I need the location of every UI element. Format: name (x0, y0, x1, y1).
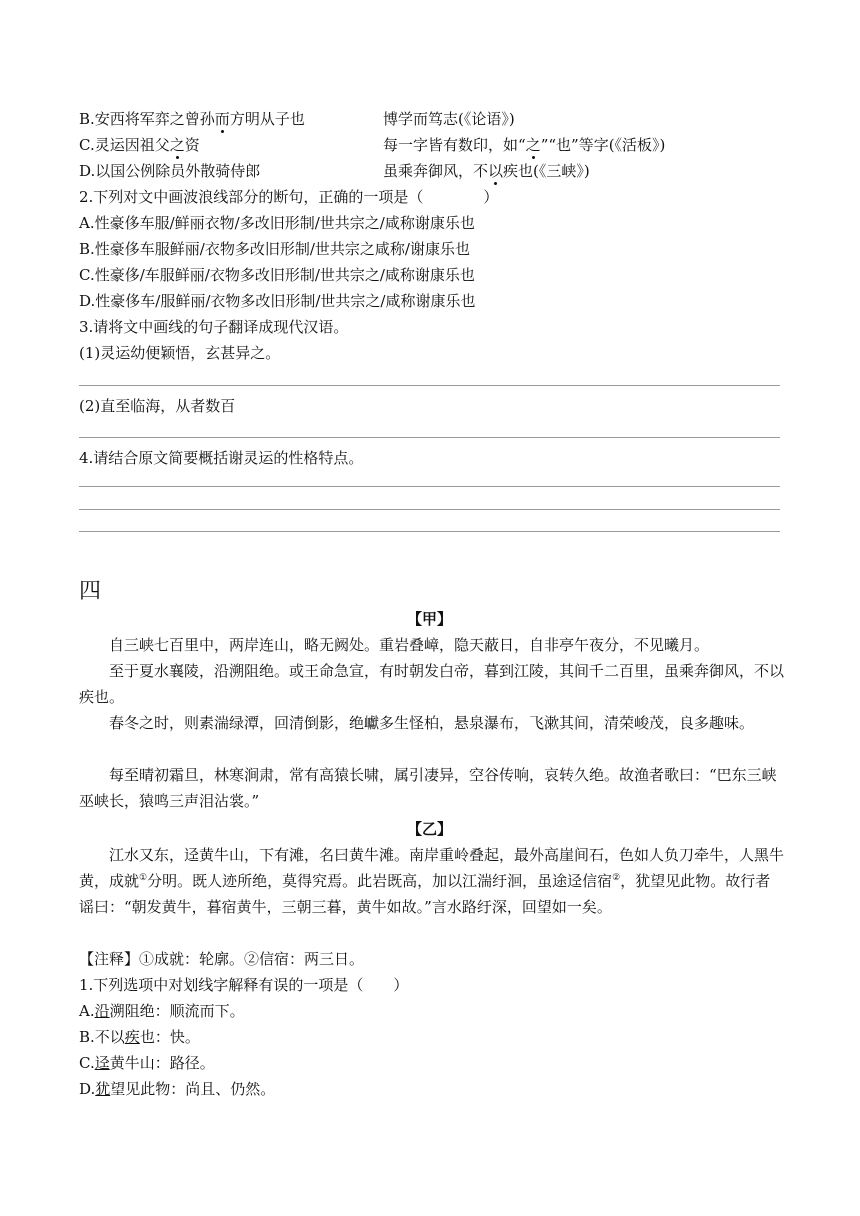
answer-line (79, 531, 780, 532)
q2-option-d: D.性豪侈车/服鲜丽/衣物多改旧形制/世共宗之/咸称谢康乐也 (79, 292, 476, 310)
q4-stem: 4.请结合原文简要概括谢灵运的性格特点。 (79, 449, 364, 467)
passage-yi-text: 江水又东，迳黄牛山，下有滩，名曰黄牛滩。南岸重岭叠起，最外高崖间石，色如人负刀牵牛，人黑牛黄，成就①分明。既人迹所绝，莫得究焉。此岩既高，加以江湍纡洄，虽途迳信宿②，犹望见此物。故行者谣曰：“朝发黄牛，暮宿黄牛，三朝三暮，黄牛如故。”言水路纡深，回望如一矣。 (79, 846, 785, 916)
s4-q1-stem: 1.下列选项中对划线字解释有误的一项是（ ） (79, 976, 409, 994)
answer-line (79, 437, 780, 438)
s4-q1-option-c: C.迳黄牛山：路径。 (79, 1054, 215, 1072)
passage-jia-para-2: 至于夏水襄陵，沿溯阻绝。或王命急宣，有时朝发白帝，暮到江陵，其间千二百里，虽乘奔御风，不以疾也。 (79, 662, 785, 706)
q3-stem: 3.请将文中画线的句子翻译成现代汉语。 (79, 318, 349, 336)
passage-yi-title: 【乙】 (406, 820, 452, 838)
q1-option-c-left: C.灵运因祖父之资 (79, 136, 200, 154)
answer-line (79, 385, 780, 386)
q2-option-c: C.性豪侈/车服鲜丽/衣物多改旧形制/世共宗之/咸称谢康乐也 (79, 266, 475, 284)
answer-line (79, 486, 780, 487)
s4-q1-option-a: A.沿溯阻绝：顺流而下。 (79, 1002, 245, 1020)
q2-option-a: A.性豪侈车服/鲜丽衣物/多改旧形制/世共宗之/咸称谢康乐也 (79, 214, 475, 232)
q1-option-b-left: B.安西将军弈之曾孙而方明从子也 (79, 110, 305, 128)
q3-sentence-2: (2)直至临海，从者数百 (79, 397, 236, 415)
passage-jia-title: 【甲】 (406, 610, 452, 628)
annotation-note: 【注释】①成就：轮廓。②信宿：两三日。 (79, 950, 365, 968)
passage-jia-para-1: 自三峡七百里中，两岸连山，略无阙处。重岩叠嶂，隐天蔽日，自非亭午夜分，不见曦月。 (109, 636, 710, 654)
q1-option-d-left: D.以国公例除员外散骑侍郎 (79, 162, 261, 180)
passage-jia-para-3: 春冬之时，则素湍绿潭，回清倒影，绝巘多生怪柏，悬泉瀑布，飞漱其间，清荣峻茂，良多趣味。 (109, 714, 755, 732)
passage-jia-para-4: 每至晴初霜旦，林寒涧肃，常有高猿长啸，属引凄异，空谷传响，哀转久绝。故渔者歌曰：“巴东三峡巫峡长，猿鸣三声泪沾裳。” (79, 766, 777, 810)
section-heading: 四 (79, 579, 102, 604)
s4-q1-option-d: D.犹望见此物：尚且、仍然。 (79, 1080, 276, 1098)
q2-option-b: B.性豪侈车服鲜丽/衣物多改旧形制/世共宗之咸称/谢康乐也 (79, 240, 470, 258)
s4-q1-option-b: B.不以疾也：快。 (79, 1028, 200, 1046)
q3-sentence-1: (1)灵运幼便颖悟，玄甚异之。 (79, 344, 281, 362)
q1-option-b-right: 博学而笃志(《论语》) (383, 110, 515, 128)
q1-option-d-right: 虽乘奔御风，不以疾也(《三峡》) (383, 162, 590, 180)
q1-option-c-right: 每一字皆有数印，如“之”“也”等字(《活板》) (383, 136, 666, 154)
q2-stem: 2.下列对文中画波浪线部分的断句，正确的一项是（ ） (79, 188, 499, 206)
answer-line (79, 509, 780, 510)
